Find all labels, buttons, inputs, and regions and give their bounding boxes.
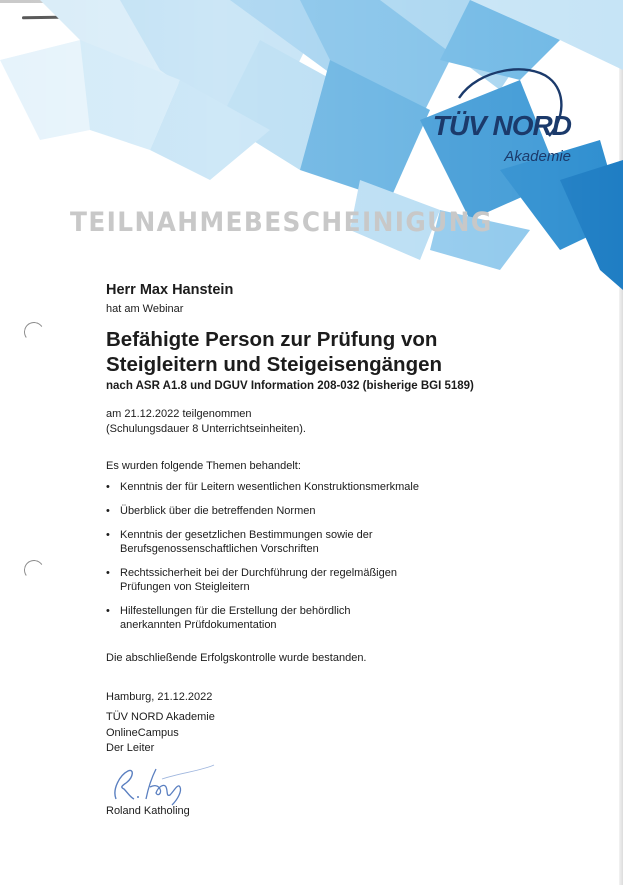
course-title-line: Steigleitern und Steigeisengängen — [106, 353, 443, 376]
result-statement: Die abschließende Erfolgskontrolle wurde bestanden. — [106, 652, 367, 664]
issuer-unit: OnlineCampus — [106, 726, 179, 739]
bullet-icon: • — [106, 481, 110, 493]
signer-name: Roland Katholing — [106, 804, 190, 817]
topic-item — [106, 528, 546, 556]
topic-text: Rechtssicherheit bei der Durchführung der regelmäßigen — [120, 567, 397, 579]
training-duration: (Schulungsdauer 8 Unterrichtseinheiten). — [106, 423, 306, 435]
punch-hole-upper — [22, 320, 45, 343]
place-date: Hamburg, 21.12.2022 — [106, 691, 213, 703]
topic-text: Berufsgenossenschaftlichen Vorschriften — [120, 543, 319, 555]
topic-item — [106, 504, 546, 518]
document-title: TEILNAHMEBESCHEINIGUNG — [70, 207, 493, 238]
participation-date: am 21.12.2022 teilgenommen — [106, 408, 252, 420]
topic-item — [106, 566, 546, 594]
topic-item — [106, 480, 546, 494]
issuer-block — [106, 710, 546, 757]
issuer-org: TÜV NORD Akademie — [106, 711, 215, 723]
recipient-name: Herr Max Hanstein — [106, 282, 234, 298]
topic-text: Hilfestellungen für die Erstellung der behördlich — [120, 605, 351, 617]
participation-info — [106, 407, 546, 437]
course-title — [106, 327, 546, 377]
topic-text: Überblick über die betreffenden Normen — [120, 505, 316, 517]
topic-text: anerkannten Prüfdokumentation — [120, 619, 277, 631]
certificate-body — [106, 282, 546, 817]
topic-text: Kenntnis der gesetzlichen Bestimmungen sowie der — [120, 529, 373, 541]
bullet-icon: • — [106, 505, 110, 517]
bullet-icon: • — [106, 605, 110, 617]
topic-text: Prüfungen von Steigleitern — [120, 581, 250, 593]
topic-item — [106, 604, 546, 632]
course-subtitle: nach ASR A1.8 und DGUV Information 208-032 (bisherige BGI 5189) — [106, 380, 474, 392]
punch-hole-lower — [22, 558, 45, 581]
handwritten-signature — [100, 759, 220, 809]
intro-text: hat am Webinar — [106, 303, 184, 315]
logo-wordmark: TÜV NORD — [432, 110, 571, 141]
logo-subtitle: Akademie — [504, 148, 571, 165]
topics-list — [106, 480, 546, 632]
bullet-icon: • — [106, 529, 110, 541]
issuer-role: Der Leiter — [106, 742, 155, 754]
course-title-line: Befähigte Person zur Prüfung von — [106, 328, 438, 351]
topic-text: Kenntnis der für Leitern wesentlichen Konstruktionsmerkmale — [120, 481, 419, 493]
bullet-icon: • — [106, 567, 110, 579]
topics-heading: Es wurden folgende Themen behandelt: — [106, 460, 301, 472]
